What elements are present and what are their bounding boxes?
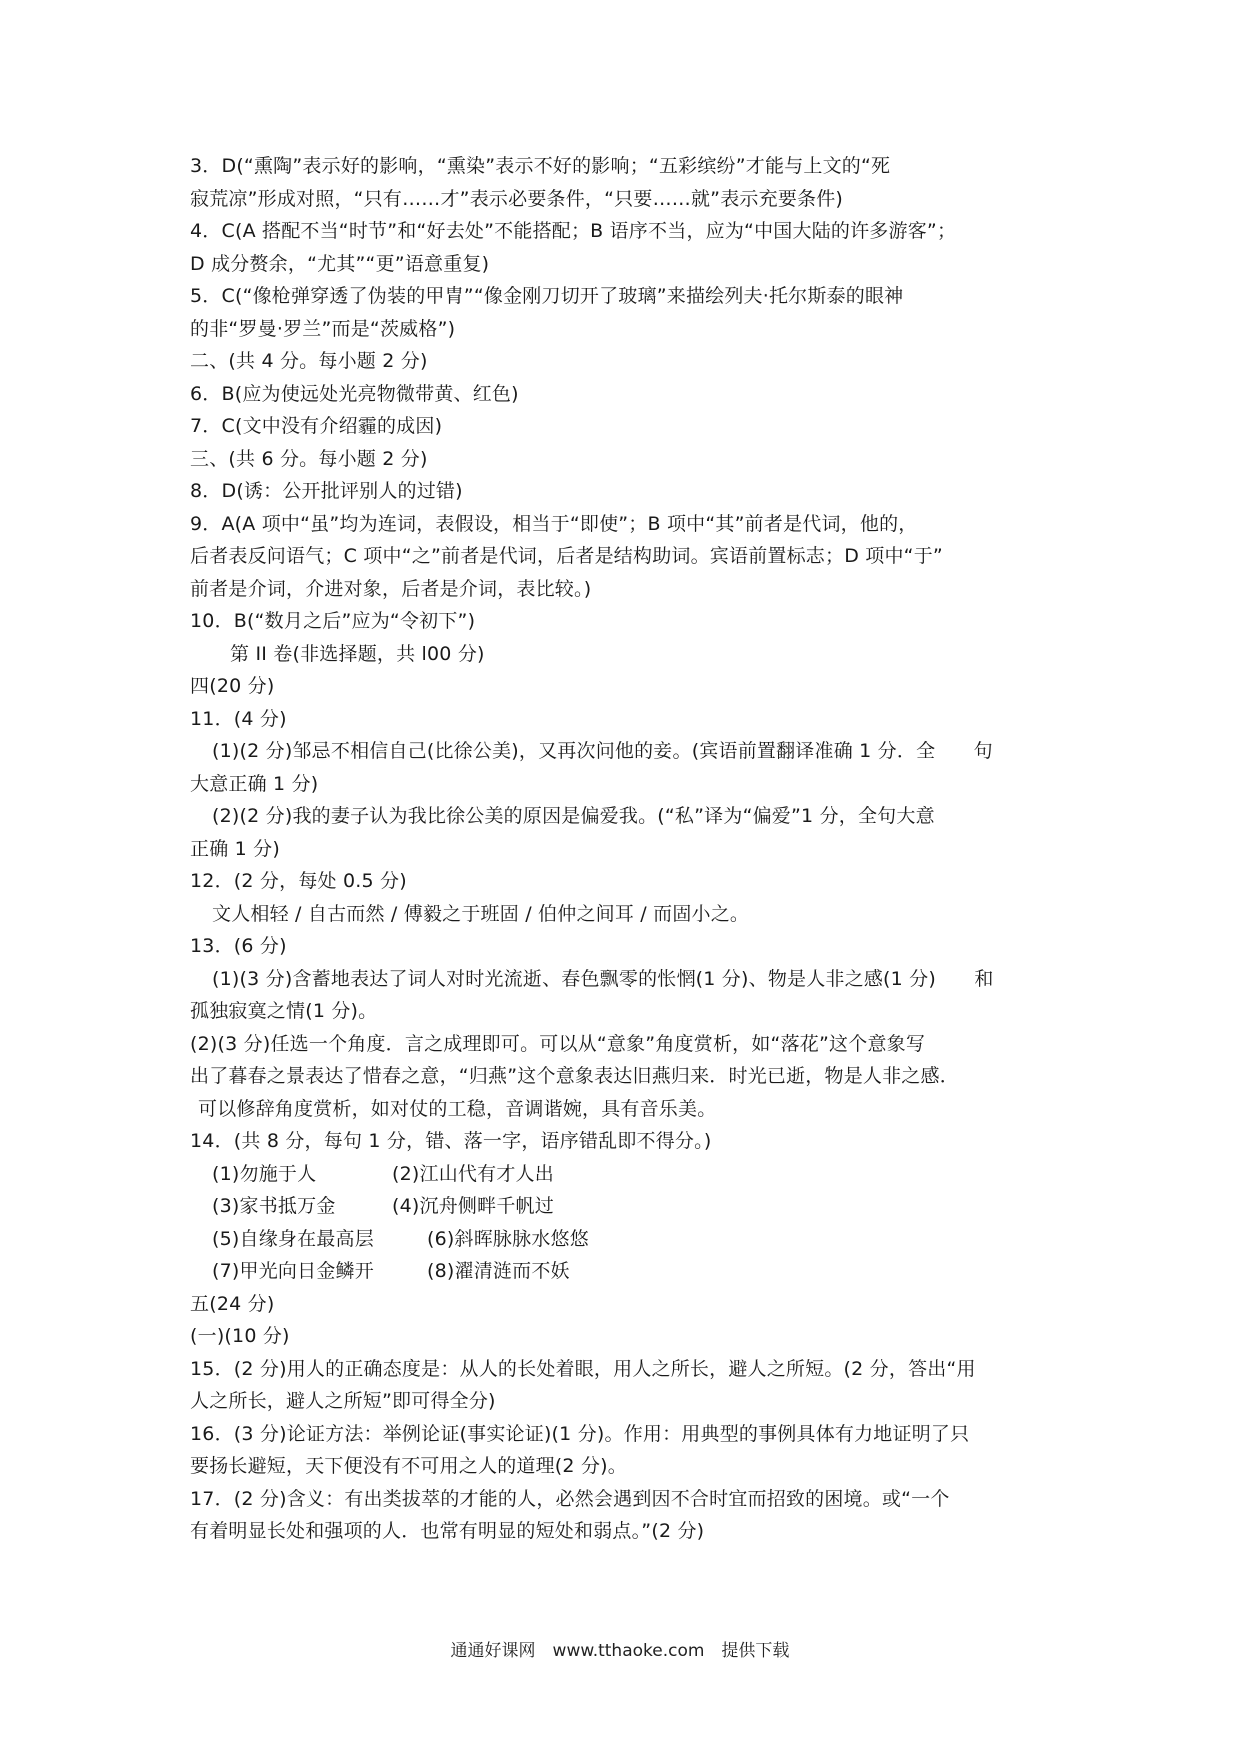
q14-answer: (7)甲光向日金鳞开 <box>212 1260 374 1282</box>
text-line: 8．D(诱：公开批评别人的过错) <box>190 480 463 502</box>
q14-answer: (3)家书抵万金 <box>212 1195 336 1217</box>
question-heading: 14．(共 8 分，每句 1 分，错、落一字，语序错乱即不得分。) <box>190 1130 712 1152</box>
text-line: 6．B(应为使远处光亮物微带黄、红色) <box>190 382 519 405</box>
text-line: 3．D(“熏陶”表示好的影响，“熏染”表示不好的影响；“五彩缤纷”才能与上文的“死 <box>190 155 891 177</box>
text-line: 孤独寂寞之情(1 分)。 <box>190 1000 378 1022</box>
volume-heading: 第 II 卷(非选择题，共 l00 分) <box>230 642 485 665</box>
text-line: 出了暮春之景表达了惜春之意，“归燕”这个意象表达旧燕归来．时光已逝，物是人非之感． <box>190 1065 959 1087</box>
section-heading: 五(24 分) <box>190 1292 275 1315</box>
q14-answer-row <box>190 1158 1060 1191</box>
section-heading: 四(20 分) <box>190 675 275 697</box>
page-footer: 通通好课网 www.tthaoke.com 提供下载 <box>450 1641 790 1661</box>
text-line: (1)(2 分)邹忌不相信自己(比徐公美)，又再次问他的妾。(宾语前置翻译准确 1 分．全 句 <box>212 740 993 762</box>
text-line: 大意正确 1 分) <box>190 772 319 795</box>
subsection-heading: (一)(10 分) <box>190 1325 290 1347</box>
text-line: 16．(3 分)论证方法：举例论证(事实论证)(1 分)。作用：用典型的事例具体有力地证明了只 <box>190 1422 970 1445</box>
q14-answer: (8)濯清涟而不妖 <box>427 1260 570 1282</box>
text-line: 人之所长，避人之所短”即可得全分) <box>190 1390 496 1412</box>
text-line: 有着明显长处和强项的人．也常有明显的短处和弱点。”(2 分) <box>190 1520 705 1542</box>
text-line: 9．A(A 项中“虽”均为连词，表假设，相当于“即使”；B 项中“其”前者是代词，他的， <box>190 512 918 535</box>
text-line: 10．B(“数月之后”应为“令初下”) <box>190 610 476 632</box>
q14-answer-row <box>190 1223 1060 1256</box>
text-line: 正确 1 分) <box>190 837 280 860</box>
text-line: 后者表反问语气；C 项中“之”前者是代词，后者是结构助词。宾语前置标志；D 项中“于” <box>190 545 943 567</box>
text-line: 可以修辞角度赏析，如对仗的工稳，音调谐婉，具有音乐美。 <box>198 1097 717 1120</box>
text-line: 7．C(文中没有介绍霾的成因) <box>190 415 443 437</box>
q14-answer: (6)斜晖脉脉水悠悠 <box>427 1227 589 1250</box>
text-line: 前者是介词，介进对象，后者是介词，表比较。) <box>190 577 592 600</box>
text-line: (2)(3 分)任选一个角度．言之成理即可。可以从“意象”角度赏析，如“落花”这个意象写 <box>190 1032 926 1055</box>
text-line: 17．(2 分)含义：有出类拔萃的才能的人，必然会遇到因不合时宜而招致的困境。或“一个 <box>190 1487 950 1510</box>
text-line: 寂荒凉”形成对照，“只有……才”表示必要条件，“只要……就”表示充要条件) <box>190 187 844 210</box>
q14-answer: (1)勿施于人 <box>212 1162 317 1185</box>
section-heading: 三、(共 6 分。每小题 2 分) <box>190 447 428 470</box>
q14-answer: (5)自缘身在最高层 <box>212 1227 374 1250</box>
text-line: (2)(2 分)我的妻子认为我比徐公美的原因是偏爱我。(“私”译为“偏爱”1 分，全句大意 <box>212 805 935 827</box>
q14-answer-row <box>190 1255 1060 1288</box>
text-line: D 成分赘余，“尤其”“更”语意重复) <box>190 252 490 275</box>
section-heading: 二、(共 4 分。每小题 2 分) <box>190 350 428 372</box>
text-line: 的非“罗曼·罗兰”而是“茨威格”) <box>190 317 456 340</box>
q14-answer: (2)江山代有才人出 <box>392 1162 554 1185</box>
text-line: (1)(3 分)含蓄地表达了词人对时光流逝、春色飘零的怅惘(1 分)、物是人非之感(1 分) 和 <box>212 967 994 990</box>
question-heading: 12．(2 分，每处 0.5 分) <box>190 870 407 892</box>
text-line: 5．C(“像枪弹穿透了伪装的甲胄”“像金刚刀切开了玻璃”来描绘列夫·托尔斯泰的眼神 <box>190 285 904 307</box>
q14-answer-row <box>190 1190 1060 1223</box>
text-line: 4．C(A 搭配不当“时节”和“好去处”不能搭配；B 语序不当，应为“中国大陆的许多游客”； <box>190 220 957 242</box>
question-heading: 11．(4 分) <box>190 707 287 730</box>
question-heading: 13．(6 分) <box>190 935 287 957</box>
text-line: 文人相轻 / 自古而然 / 傅毅之于班固 / 伯仲之间耳 / 而固小之。 <box>212 902 750 925</box>
text-line: 要扬长避短，天下便没有不可用之人的道理(2 分)。 <box>190 1455 627 1477</box>
answer-key-body <box>190 150 1060 1548</box>
q14-answer: (4)沉舟侧畔千帆过 <box>392 1195 554 1217</box>
text-line: 15．(2 分)用人的正确态度是：从人的长处着眼，用人之所长，避人之所短。(2 分，答出“用 <box>190 1357 976 1380</box>
